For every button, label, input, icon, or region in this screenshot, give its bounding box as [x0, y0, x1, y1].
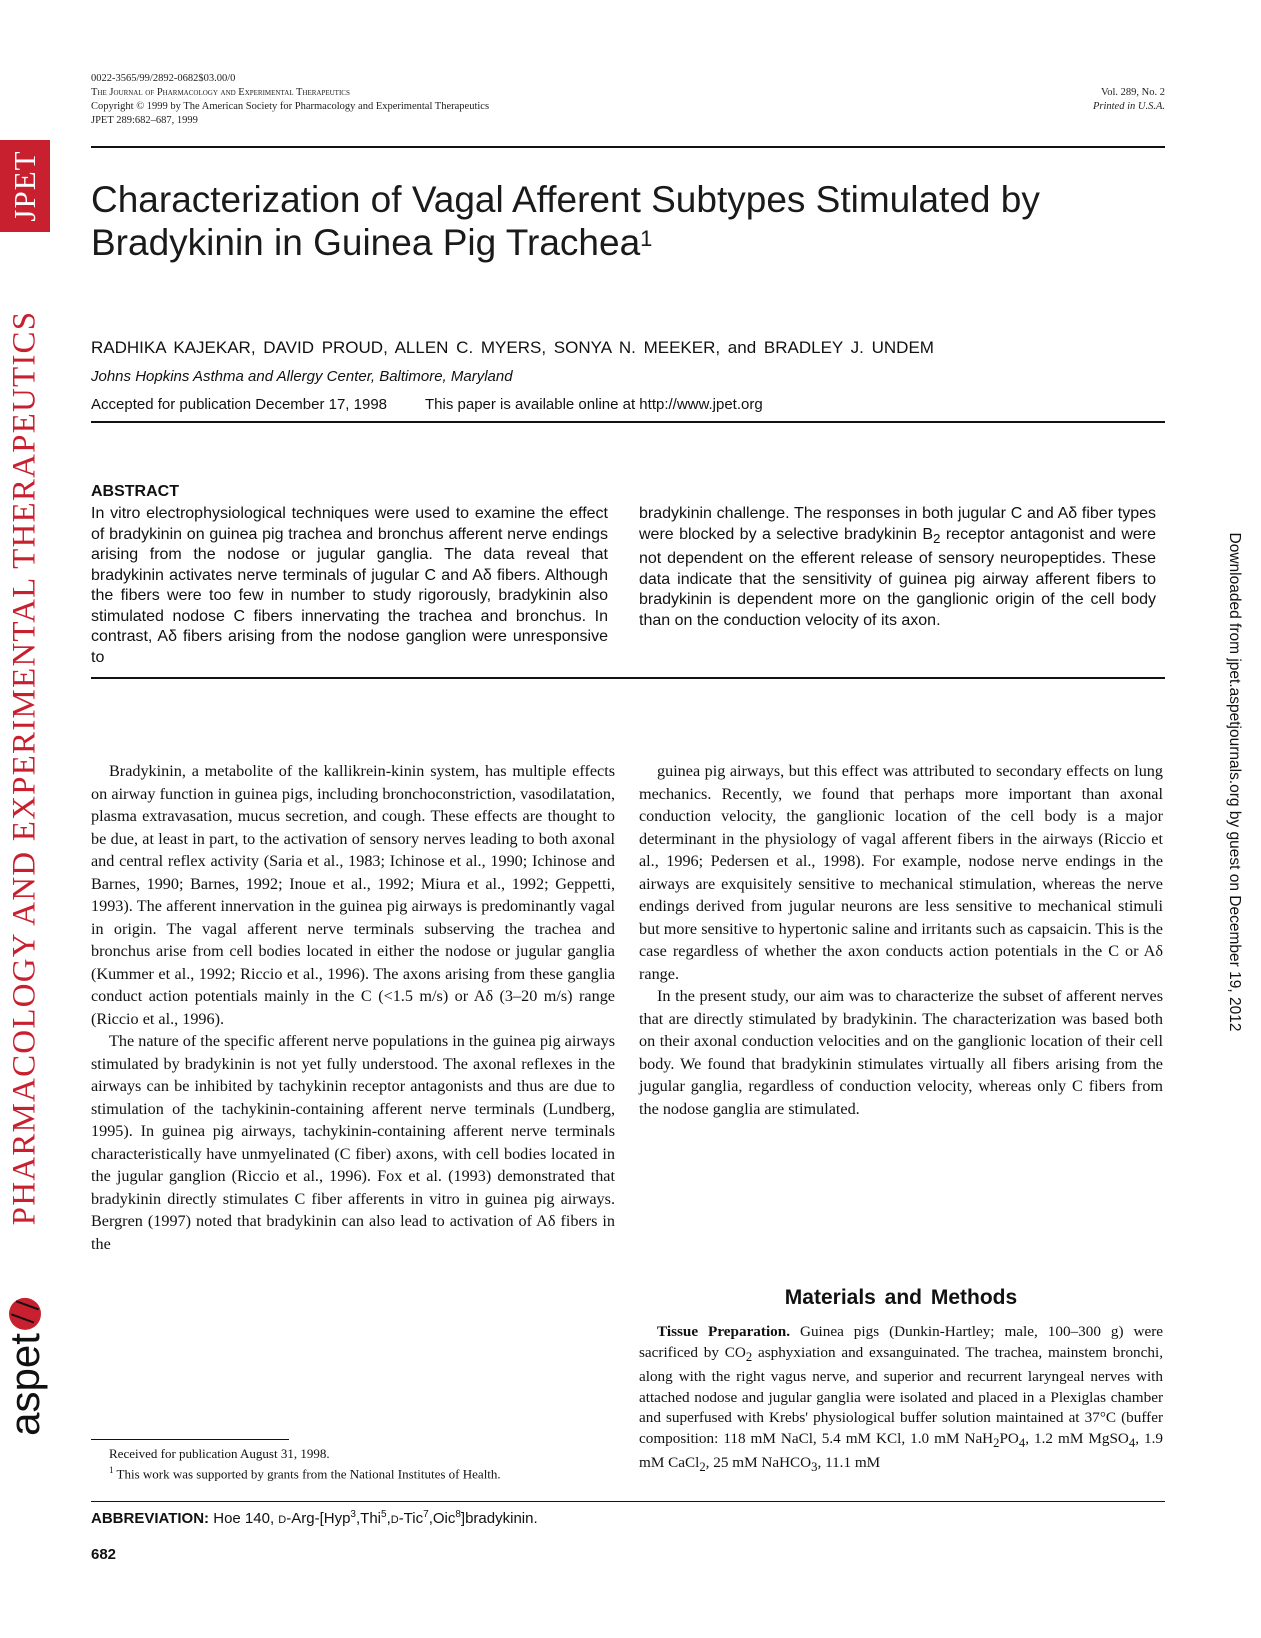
journal-spine-title: PHARMACOLOGY AND EXPERIMENTAL THERAPEUTICS: [6, 310, 43, 1226]
methods-sub: 4: [1018, 1435, 1026, 1450]
footnotes: [91, 1446, 615, 1482]
abstract-right-column: [639, 504, 1156, 631]
grant-footnote: [91, 1462, 615, 1482]
printed-location: Printed in U.S.A.: [1092, 101, 1165, 112]
article-title: [91, 178, 1151, 264]
publication-info: [91, 396, 763, 413]
abstract-bottom-rule: [91, 677, 1165, 679]
abbr-text: ,Thi: [355, 1510, 381, 1527]
aspet-logo-text: aspet: [1, 1333, 48, 1436]
title-footnote-mark: 1: [640, 226, 653, 251]
section-heading-methods: Materials and Methods: [784, 1286, 1018, 1309]
aspet-logo-icon: [9, 1298, 41, 1330]
methods-text: PO: [999, 1429, 1019, 1447]
abbr-sup: 5: [381, 1509, 387, 1520]
methods-sub: 2: [993, 1435, 1000, 1450]
methods-sub: 3: [811, 1460, 818, 1475]
abbr-text: -Tic: [398, 1510, 424, 1527]
abstract-top-rule: [91, 421, 1165, 423]
article-code: 0022-3565/99/2892-0682$03.00/0: [91, 73, 236, 84]
abbr-text: d: [278, 1510, 287, 1527]
abbr-text: ,Oic: [428, 1510, 456, 1527]
abbreviation-label: ABBREVIATION:: [91, 1510, 210, 1527]
abstract-left-column: In vitro electrophysiological techniques were used to examine the effect of bradykinin on guinea pig trachea and bronchus afferent nerve endings arising from the nodose or jugular ganglia. The data reveal that bradykinin activates nerve terminals of jugular C and Aδ fibers. Although the fibers were too few in number to study rigorously, bradykinin also stimulated nodose C fibers innervating the trachea and bronchus. In contrast, Aδ fibers arising from the nodose ganglion were unresponsive to: [91, 505, 608, 666]
paragraph-intro-2: The nature of the specific afferent nerve populations in the guinea pig airways stimulated by bradykinin is not yet fully understood. The axonal reflexes in the airways can be inhibited by tachykinin receptor antagonists and thus are due to stimulation of the tachykinin-containing afferent nerve terminals (Lundberg, 1995). In guinea pig airways, tachykinin-containing afferent nerve terminals characteristically have unmyelinated (C fiber) axons, with cell bodies located in the jugular ganglion (Riccio et al., 1996). Fox et al. (1993) demonstrated that bradykinin directly stimulates C fiber afferents in vitro in guinea pig airways. Bergren (1997) noted that bradykinin can also lead to activation of Aδ fibers in the: [91, 1032, 615, 1253]
footnote-mark: 1: [109, 1465, 114, 1475]
methods-sub: 2: [745, 1349, 753, 1364]
abbr-text: d: [390, 1510, 399, 1527]
methods-sub: 2: [699, 1460, 706, 1475]
received-date: Received for publication August 31, 1998.: [109, 1446, 330, 1461]
journal-header: [91, 72, 489, 128]
header-rule: [91, 146, 1165, 148]
methods-text: , 1.2 mM MgSO: [1025, 1429, 1129, 1447]
abstract-right-text-a: bradykinin challenge. The responses in both jugular C and Aδ fiber types were blocked by a selective bradykinin B: [639, 505, 1156, 543]
volume-info: [1093, 86, 1165, 114]
author-list: RADHIKA KAJEKAR, DAVID PROUD, ALLEN C. MYERS, SONYA N. MEEKER, and BRADLEY J. UNDEM: [91, 338, 934, 357]
methods-sub: 4: [1128, 1435, 1136, 1450]
journal-name: The Journal of Pharmacology and Experimental Therapeutics: [91, 87, 350, 98]
grant-text: This work was supported by grants from the National Institutes of Health.: [113, 1466, 501, 1482]
tissue-preparation-paragraph: [639, 1322, 1163, 1478]
paragraph-intro-3: guinea pig airways, but this effect was attributed to secondary effects on lung mechanics. Recently, we found that perhaps more important than axonal conduction velocity, the ganglionic location of the cell body is a major determinant in the physiology of vagal afferent fibers in the airways (Riccio et al., 1996; Pedersen et al., 1998). For example, nodose nerve endings in the airways are exquisitely sensitive to mechanical stimulation, whereas the nerve endings derived from jugular neurons are less sensitive to mechanical stimuli but more sensitive to hypertonic saline and irritants such as capsaicin. This is the case regardless of whether the axon conducts action potentials in the C or Aδ range.: [639, 762, 1163, 983]
abbr-sup: 7: [423, 1509, 429, 1520]
affiliation: Johns Hopkins Asthma and Allergy Center, Baltimore, Maryland: [91, 368, 513, 385]
online-availability: This paper is available online at http://www.jpet.org: [425, 396, 763, 413]
paragraph-intro-4: In the present study, our aim was to characterize the subset of afferent nerves that are directly stimulated by bradykinin. The characterization was based both on their axonal conduction velocities and on the ganglionic location of their cell body. We found that bradykinin stimulates virtually all fibers arising from the jugular ganglia, regardless of conduction velocity, whereas only C fibers from the nodose ganglia are stimulated.: [639, 987, 1163, 1118]
abstract-subscript: 2: [933, 530, 941, 546]
article-title-text: Characterization of Vagal Afferent Subtypes Stimulated by Bradykinin in Guinea Pig Trachea: [91, 179, 1040, 263]
abbreviation-line: [91, 1509, 538, 1527]
page-number: 682: [91, 1546, 117, 1563]
abbreviation-rule: [91, 1501, 1165, 1502]
methods-text: Guinea pigs (Dunkin-Hartley; male, 100–300 g) were sacrificed by CO: [639, 1323, 1163, 1361]
abbr-text: -Arg-[Hyp: [286, 1510, 351, 1527]
accepted-date: Accepted for publication December 17, 1998: [91, 396, 388, 413]
methods-text: asphyxiation and exsanguinated. The trachea, mainstem bronchi, along with the right vagus nerve, and superior and recurrent laryngeal nerves with attached nodose and jugular ganglia were isolated and placed in a Plexiglas chamber and superfused with Krebs' physiological buffer solution maintained at 37°C (buffer composition: 118 mM NaCl, 5.4 mM KCl, 1.0 mM NaH: [639, 1343, 1163, 1447]
volume: Vol. 289, No. 2: [1101, 87, 1165, 98]
body-right-column: [639, 760, 1163, 1120]
citation: JPET 289:682–687, 1999: [91, 115, 198, 126]
tissue-preparation-lead: Tissue Preparation.: [657, 1323, 791, 1340]
body-left-column: [91, 760, 615, 1255]
aspet-logo: [1, 1298, 49, 1436]
abbr-sup: 3: [350, 1509, 356, 1520]
methods-text: , 25 mM NaHCO: [705, 1454, 812, 1472]
abbr-text: ,: [386, 1510, 391, 1527]
methods-text: , 1.9 mM CaCl: [639, 1429, 1163, 1472]
paragraph-intro-1: Bradykinin, a metabolite of the kallikrein-kinin system, has multiple effects on airway function in guinea pigs, including bronchoconstriction, vasodilatation, plasma extravasation, mucus secretion, and cough. These effects are thought to be due, at least in part, to the activation of sensory nerves leading to both axonal and central reflex activity (Saria et al., 1983; Ichinose et al., 1990; Ichinose and Barnes, 1990; Barnes, 1992; Inoue et al., 1992; Miura et al., 1992; Geppetti, 1993). The afferent innervation in the guinea pig airways is predominantly vagal in origin. The vagal afferent nerve terminals subserving the trachea and bronchus arise from cell bodies located in either the nodose or jugular ganglia (Kummer et al., 1992; Riccio et al., 1996). The axons arising from these ganglia conduct action potentials mainly in the C (<1.5 m/s) or Aδ (3–20 m/s) range (Riccio et al., 1996).: [91, 762, 615, 1028]
abbr-text: Hoe 140,: [209, 1510, 279, 1527]
download-notice: Downloaded from jpet.aspetjournals.org by guest on December 19, 2012: [1226, 532, 1243, 1032]
jpet-badge-text: JPET: [7, 150, 42, 222]
copyright: Copyright © 1999 by The American Society for Pharmacology and Experimental Therapeutics: [91, 101, 490, 112]
abbr-sup: 8: [455, 1509, 461, 1520]
abstract-heading: ABSTRACT: [91, 483, 179, 500]
methods-text: , 11.1 mM: [817, 1454, 881, 1472]
abbr-text: ]bradykinin.: [460, 1510, 538, 1527]
abstract-right-text-b: receptor antagonist and were not dependent on the efferent release of sensory neuropeptides. These data indicate that the sensitivity of guinea pig airway afferent fibers to bradykinin is dependent more on the ganglionic origin of the cell body than on the conduction velocity of its axon.: [639, 525, 1157, 629]
footnote-rule: [91, 1439, 289, 1440]
